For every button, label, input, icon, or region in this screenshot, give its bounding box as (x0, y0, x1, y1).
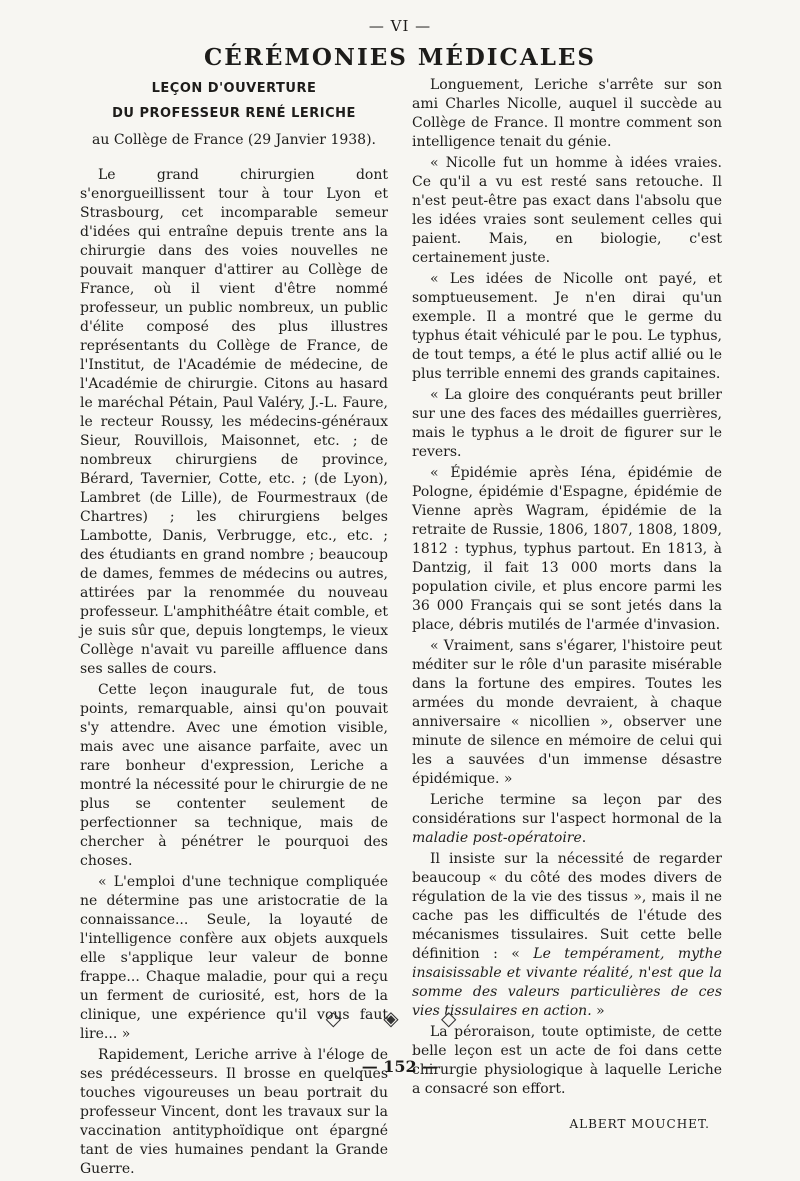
italic-phrase: maladie post-opératoire (412, 830, 582, 846)
text-run: Leriche termine sa leçon par des considérations sur l'aspect hormonal de la (412, 792, 722, 827)
paragraph: « Épidémie après Iéna, épidémie de Pologne, épidémie d'Espagne, épidémie de Vienne après Wagram, épidémie de la retraite de Russie, 1806, 1807, 1808, 1809, 1812 : typhus, typhus partout. En 1813, à Dantzig, il fait 13 000 morts dans la population civile, et plus encore parmi les 36 000 Français qui se sont jetés dans la place, débris mutilés de l'armée d'invasion. (412, 465, 722, 633)
page-number-text: — 152 — (361, 1057, 439, 1076)
ornament-diamonds-icon: ◇ ◈ ◇ (325, 1006, 475, 1030)
roman-page-number: — VI — (368, 17, 432, 35)
paragraph: « Les idées de Nicolle ont payé, et somptueusement. Je n'en dirai qu'un exemple. Il a montré que le germe du typhus était véhiculé par le pou. Le typhus, de tout temps, a été le plus actif allié ou le plus terrible ennemi des grands capitaines. (412, 271, 722, 382)
paragraph: « Vraiment, sans s'égarer, l'histoire peut méditer sur le rôle d'un parasite misérable dans la fortune des empires. Toutes les armées du monde devraient, à chaque anniversaire « nicollien », observer une minute de silence en mémoire de celui qui les a sauvées d'un immense désastre épidémique. » (412, 638, 722, 787)
paragraph: Longuement, Leriche s'arrête sur son ami Charles Nicolle, auquel il succède au Collège de France. Il montre comment son intelligence tenait du génie. (412, 77, 722, 150)
paragraph: La péroraison, toute optimiste, de cette belle leçon est un acte de foi dans cette chirurgie physiologique à laquelle Leriche a consacré son effort. (412, 1024, 722, 1097)
text-run: . (581, 830, 587, 846)
paragraph: « Nicolle fut un homme à idées vraies. Ce qu'il a vu est resté sans retouche. Il n'est peut-être pas exact dans l'absolu que les idées vraies sont seulement celles qui paient. Mais, en biologie, c'est certainement juste. (412, 155, 722, 266)
text-run: Il insiste sur la nécessité de regarder beaucoup « du côté des modes divers de régulation de la vie des tissus », mais il ne cache pas les difficultés de l'étude des mécanismes tissulaires. Suit cette belle définition : « (412, 851, 722, 962)
article-subtitle-line2: DU PROFESSEUR RENÉ LERICHE (112, 106, 356, 121)
author-signature: ALBERT MOUCHET. (569, 1117, 710, 1131)
page-title: CÉRÉMONIES MÉDICALES (203, 44, 597, 71)
page-number (0, 1057, 800, 1076)
paragraph: « L'emploi d'une technique compliquée ne détermine pas une aristocratie de la connaissance... Seule, la loyauté de l'intelligence confère aux objets auxquels elle s'applique leur valeur de bonne frappe... Chaque maladie, pour qui a reçu un ferment de curiosité, est, hors de la clinique, une expérience qu'il vous faut lire... » (80, 874, 388, 1042)
right-column (412, 76, 722, 1134)
italic-quote: Le tempérament, mythe insaisissable et vivante réalité, n'est que la somme des valeurs particulières de ces vies tissulaires en action. (412, 946, 722, 1019)
paragraph: Cette leçon inaugurale fut, de tous points, remarquable, ainsi qu'on pouvait s'y attendre. Avec une émotion visible, mais avec une aisance parfaite, avec un rare bonheur d'expression, Leriche a montré la nécessité pour le chirurgie de ne plus se contenter seulement de perfectionner sa technique, mais de chercher à pénétrer le pourquoi des choses. (80, 682, 388, 869)
paragraph: « La gloire des conquérants peut briller sur une des faces des médailles guerrières, mais le typhus a le droit de figurer sur le revers. (412, 387, 722, 460)
paragraph (412, 791, 722, 848)
article-subtitle-line3: au Collège de France (29 Janvier 1938). (92, 132, 376, 148)
text-run: » (591, 1003, 605, 1019)
article-subtitle-line1: LEÇON D'OUVERTURE (151, 81, 317, 96)
paragraph (412, 850, 722, 1021)
paragraph: Rapidement, Leriche arrive à l'éloge de ses prédécesseurs. Il brosse en quelques touches vigoureuses un beau portrait du professeur Vincent, dont les travaux sur la vaccination antityphoïdique ont épargné tant de vies humaines pendant la Grande Guerre. (80, 1047, 388, 1177)
right-body (412, 76, 722, 1099)
paragraph: Le grand chirurgien dont s'enorgueillissent tour à tour Lyon et Strasbourg, cet incomparable semeur d'idées qui entraîne depuis trente ans la chirurgie dans des voies nouvelles ne pouvait manquer d'attirer au Collège de France, où il vient d'être nommé professeur, un public nombreux, un public d'élite composé des plus illustres représentants du Collège de France, de l'Institut, de l'Académie de médecine, de l'Académie de chirurgie. Citons au hasard le maréchal Pétain, Paul Valéry, J.-L. Faure, le recteur Roussy, les médecins-généraux Sieur, Rouvillois, Maisonnet, etc. ; de nombreux chirurgiens de province, Bérard, Tavernier, Cotte, etc. ; (de Lyon), Lambret (de Lille), de Fourmestraux (de Chartres) ; les chirurgiens belges Lambotte, Danis, Verbrugge, etc., etc. ; des étudiants en grand nombre ; beaucoup de dames, femmes de médecins ou autres, attirées par la renommée du nouveau professeur. L'amphithéâtre était comble, et je suis sûr que, depuis longtemps, le vieux Collège n'avait vu pareille affluence dans ses salles de cours. (80, 167, 388, 677)
